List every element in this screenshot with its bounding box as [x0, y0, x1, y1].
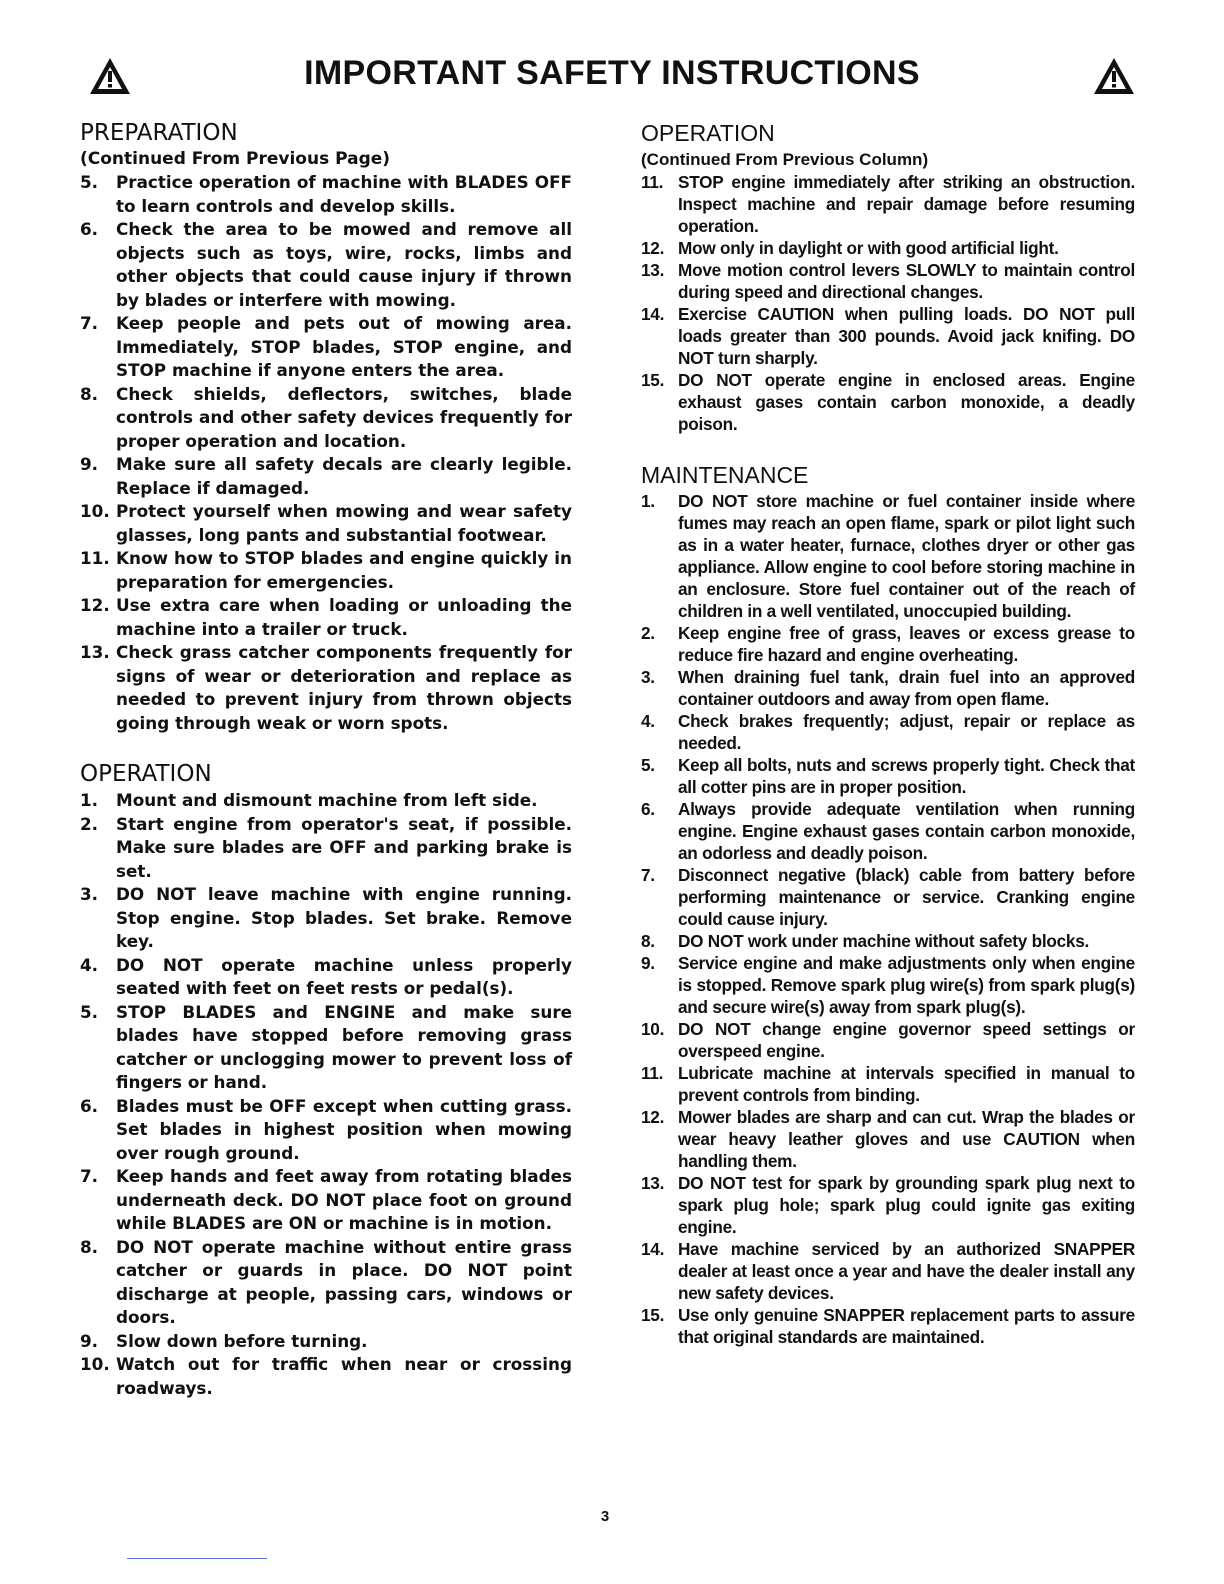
list-item: [641, 1172, 1135, 1238]
list-item: [641, 171, 1135, 237]
list-item: [80, 1001, 572, 1095]
list-item: [641, 369, 1135, 435]
operation-section: [80, 759, 572, 1400]
list-item: [80, 1330, 572, 1354]
item-text: Use only genuine SNAPPER replacement parts to assure that original standards are maintained.: [678, 1305, 1135, 1347]
item-text: DO NOT operate engine in enclosed areas. Engine exhaust gases contain carbon monoxide, a deadly poison.: [678, 370, 1135, 434]
item-number: 14.: [641, 304, 665, 324]
list-item: [641, 1106, 1135, 1172]
item-text: Slow down before turning.: [116, 1330, 368, 1351]
item-text: Have machine serviced by an authorized SNAPPER dealer at least once a year and have the dealer install any new safety devices.: [678, 1239, 1135, 1303]
list-item: [641, 952, 1135, 1018]
list-item: [641, 237, 1135, 259]
item-number: 3.: [80, 884, 99, 904]
item-text: Keep people and pets out of mowing area. Immediately, STOP blades, STOP engine, and STOP machine if anyone enters the area.: [116, 313, 572, 380]
item-text: Watch out for traffic when near or crossing roadways.: [116, 1354, 572, 1398]
list-item: [80, 883, 572, 954]
list-item: [641, 1304, 1135, 1348]
list-item: [80, 813, 572, 884]
item-number: 14.: [641, 1239, 665, 1259]
list-item: [80, 1095, 572, 1166]
item-text: Protect yourself when mowing and wear safety glasses, long pants and substantial footwear.: [116, 501, 572, 545]
item-number: 9.: [80, 1330, 99, 1351]
item-text: DO NOT operate machine without entire grass catcher or guards in place. DO NOT point discharge at people, passing cars, windows or doors.: [116, 1236, 572, 1327]
list-item: [80, 500, 572, 547]
page-title: IMPORTANT SAFETY INSTRUCTIONS: [304, 54, 920, 92]
item-number: 13.: [641, 260, 665, 280]
item-number: 8.: [641, 931, 655, 951]
item-text: Check brakes frequently; adjust, repair or replace as needed.: [678, 711, 1135, 753]
page-header: [80, 52, 1144, 102]
item-text: STOP engine immediately after striking an obstruction. Inspect machine and repair damage before resuming operation.: [678, 172, 1135, 236]
item-number: 4.: [80, 954, 99, 975]
continued-note: (Continued From Previous Page): [80, 149, 391, 169]
item-text: Move motion control levers SLOWLY to maintain control during speed and directional changes.: [678, 260, 1135, 302]
item-number: 4.: [641, 711, 655, 731]
list-item: [641, 622, 1135, 666]
instruction-list: [641, 171, 1135, 435]
item-number: 15.: [641, 1305, 665, 1325]
item-number: 2.: [641, 623, 655, 643]
item-number: 2.: [80, 813, 99, 834]
item-text: DO NOT change engine governor speed settings or overspeed engine.: [678, 1019, 1135, 1061]
list-item: [641, 1062, 1135, 1106]
item-number: 6.: [80, 1095, 99, 1116]
item-text: Blades must be OFF except when cutting grass. Set blades in highest position when mowing over rough ground.: [116, 1095, 572, 1163]
list-item: [641, 1238, 1135, 1304]
list-item: [641, 754, 1135, 798]
list-item: [80, 383, 572, 454]
item-number: 3.: [641, 667, 655, 687]
item-number: 7.: [80, 1166, 99, 1186]
list-item: [80, 954, 572, 1001]
item-text: DO NOT operate machine unless properly seated with feet on feet rests or pedal(s).: [116, 954, 572, 998]
footer-rule: [127, 1558, 267, 1559]
item-number: 12.: [641, 1107, 665, 1127]
section-heading: OPERATION: [80, 761, 212, 787]
item-number: 11.: [641, 172, 664, 192]
list-item: [80, 1353, 572, 1400]
item-text: Mower blades are sharp and can cut. Wrap the blades or wear heavy leather gloves and use CAUTION when handling them.: [678, 1107, 1135, 1171]
item-text: Disconnect negative (black) cable from battery before performing maintenance or service. Cranking engine could cause injury.: [678, 865, 1135, 929]
item-text: Start engine from operator's seat, if possible. Make sure blades are OFF and parking brake is set.: [116, 813, 572, 881]
section-heading: PREPARATION: [80, 120, 238, 146]
item-text: Keep engine free of grass, leaves or excess grease to reduce fire hazard and engine overheating.: [678, 623, 1135, 665]
section-heading: MAINTENANCE: [641, 462, 809, 488]
list-item: [641, 930, 1135, 952]
item-number: 8.: [80, 383, 99, 404]
list-item: [641, 259, 1135, 303]
item-text: Make sure all safety decals are clearly legible. Replace if damaged.: [116, 454, 572, 498]
item-text: Exercise CAUTION when pulling loads. DO NOT pull loads greater than 300 pounds. Avoid jack knifing. DO NOT turn sharply.: [678, 304, 1135, 368]
item-text: Mow only in daylight or with good artificial light.: [678, 238, 1059, 258]
item-text: Mount and dismount machine from left side.: [116, 790, 538, 810]
list-item: [641, 864, 1135, 930]
instruction-list: [80, 789, 572, 1400]
list-item: [80, 453, 572, 500]
item-number: 13.: [80, 642, 110, 662]
list-item: [641, 1018, 1135, 1062]
item-text: Lubricate machine at intervals specified in manual to prevent controls from binding.: [678, 1063, 1135, 1105]
list-item: [641, 666, 1135, 710]
instruction-list: [80, 171, 572, 735]
item-text: Practice operation of machine with BLADES OFF to learn controls and develop skills.: [116, 172, 572, 216]
item-number: 9.: [641, 953, 655, 973]
item-text: DO NOT test for spark by grounding spark plug next to spark plug hole; spark plug could ignite gas exiting engine.: [678, 1173, 1135, 1237]
item-number: 10.: [80, 501, 110, 521]
item-number: 6.: [641, 799, 655, 819]
page-number: 3: [600, 1508, 610, 1525]
item-text: Check shields, deflectors, switches, blade controls and other safety devices frequently for proper operation and location.: [116, 383, 572, 451]
item-text: When draining fuel tank, drain fuel into an approved container outdoors and away from open flame.: [678, 667, 1135, 709]
list-item: [80, 312, 572, 383]
list-item: [80, 594, 572, 641]
item-number: 11.: [641, 1063, 664, 1083]
item-number: 9.: [80, 454, 99, 474]
continued-note: (Continued From Previous Column): [641, 150, 929, 169]
list-item: [80, 789, 572, 813]
item-number: 6.: [80, 219, 99, 239]
item-text: DO NOT store machine or fuel container inside where fumes may reach an open flame, spark or pilot light such as in a water heater, furnace, clothes dryer or other gas appliance. Allow engine to cool before storing machine in an enclosure. Store fuel container out of the reach of children in a well ventilated, unoccupied building.: [678, 491, 1135, 621]
item-number: 11.: [80, 548, 110, 568]
item-number: 5.: [80, 1001, 99, 1022]
item-number: 7.: [80, 313, 99, 333]
preparation-section: [80, 118, 572, 735]
left-column: [80, 118, 572, 1400]
section-heading: OPERATION: [641, 120, 775, 146]
item-number: 12.: [80, 595, 110, 615]
item-text: Use extra care when loading or unloading the machine into a trailer or truck.: [116, 595, 572, 639]
list-item: [80, 1236, 572, 1330]
list-item: [641, 710, 1135, 754]
item-number: 5.: [80, 172, 99, 192]
list-item: [80, 171, 572, 218]
list-item: [641, 490, 1135, 622]
maintenance-section: [641, 460, 1135, 1348]
item-number: 12.: [641, 238, 665, 258]
item-number: 15.: [641, 370, 665, 390]
item-text: Keep hands and feet away from rotating blades underneath deck. DO NOT place foot on ground while BLADES are ON or machine is in motion.: [116, 1166, 572, 1233]
operation-continued-section: [641, 118, 1135, 435]
item-text: Check grass catcher components frequently for signs of wear or deterioration and replace as needed to prevent injury from thrown objects going through weak or worn spots.: [116, 642, 572, 733]
instruction-list: [641, 490, 1135, 1348]
warning-triangle-icon: [1092, 56, 1136, 96]
item-text: Know how to STOP blades and engine quickly in preparation for emergencies.: [116, 548, 572, 592]
item-text: DO NOT work under machine without safety blocks.: [678, 931, 1090, 951]
item-text: Always provide adequate ventilation when running engine. Engine exhaust gases contain carbon monoxide, an odorless and deadly poison.: [678, 799, 1135, 863]
item-number: 1.: [80, 790, 99, 810]
item-text: DO NOT leave machine with engine running. Stop engine. Stop blades. Set brake. Remove key.: [116, 884, 572, 951]
item-number: 13.: [641, 1173, 665, 1193]
item-text: Keep all bolts, nuts and screws properly tight. Check that all cotter pins are in proper position.: [678, 755, 1135, 797]
list-item: [80, 547, 572, 594]
item-number: 8.: [80, 1236, 99, 1257]
item-text: Check the area to be mowed and remove all objects such as toys, wire, rocks, limbs and other objects that could cause injury if thrown by blades or interfere with mowing.: [116, 219, 572, 310]
item-number: 5.: [641, 755, 655, 775]
list-item: [641, 798, 1135, 864]
item-number: 1.: [641, 491, 655, 511]
right-column: [641, 118, 1135, 1348]
item-number: 7.: [641, 865, 655, 885]
list-item: [80, 1165, 572, 1236]
item-text: Service engine and make adjustments only when engine is stopped. Remove spark plug wire(s) from spark plug(s) and secure wire(s) away from spark plug(s).: [678, 953, 1135, 1017]
list-item: [80, 218, 572, 312]
item-text: STOP BLADES and ENGINE and make sure blades have stopped before removing grass catcher or unclogging mower to prevent loss of fingers or hand.: [116, 1001, 572, 1092]
item-number: 10.: [80, 1354, 110, 1374]
list-item: [80, 641, 572, 735]
item-number: 10.: [641, 1019, 665, 1039]
list-item: [641, 303, 1135, 369]
